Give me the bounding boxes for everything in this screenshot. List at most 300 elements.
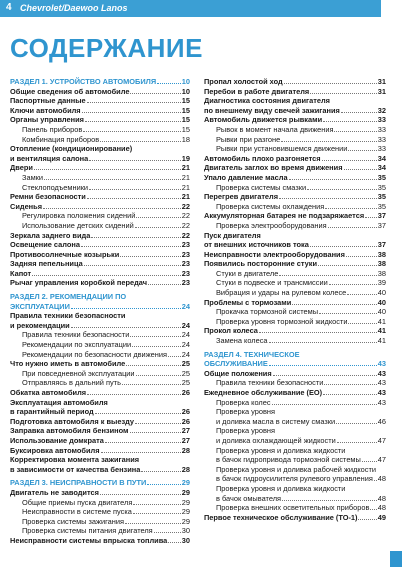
toc-page-number: 19: [181, 153, 190, 163]
toc-subentry[interactable]: [10, 125, 190, 135]
dot-leader: [87, 102, 181, 103]
toc-entry-label: Стуки в двигателе: [216, 268, 279, 278]
dot-leader: [346, 256, 377, 257]
toc-subentry[interactable]: [204, 307, 386, 317]
toc-entry[interactable]: [10, 163, 190, 173]
toc-entry-label: Проверка внешних осветительных приборов: [216, 503, 370, 513]
toc-entry-line: Диагностика состояния двигателя: [204, 96, 330, 106]
toc-entry[interactable]: [10, 536, 190, 546]
toc-entry-label: и доливка охлаждающей жидкости: [216, 435, 336, 445]
toc-subentry[interactable]: [204, 183, 386, 193]
toc-entry-label: и рекомендации: [10, 320, 70, 330]
dot-leader: [324, 384, 376, 385]
toc-entry-label: Пропал холостой ход: [204, 77, 283, 86]
dot-leader: [322, 160, 377, 161]
toc-entry-label: Заправка автомобиля бензином: [10, 426, 129, 436]
toc-subentry[interactable]: [204, 269, 386, 279]
toc-subentry[interactable]: [10, 183, 190, 193]
toc-page-number: 37: [377, 211, 386, 221]
dot-leader: [148, 284, 181, 285]
toc-section-heading[interactable]: [204, 350, 386, 369]
toc-entry-label: в бачок омывателя: [216, 493, 282, 503]
dot-leader: [289, 179, 377, 180]
toc-subentry[interactable]: [204, 221, 386, 231]
toc-page-number: 40: [377, 307, 386, 317]
toc-entry-label: Противосолнечные козырьки: [10, 249, 120, 259]
toc-entry-label: Обкатка автомобиля: [10, 388, 87, 397]
dot-leader: [273, 375, 377, 376]
toc-page-number: 23: [181, 240, 190, 250]
dot-leader: [310, 246, 377, 247]
toc-entry-label: Неисправности в системе пуска: [22, 507, 132, 517]
dot-leader: [279, 275, 376, 276]
dot-leader: [358, 519, 376, 520]
toc-page-number: 33: [377, 134, 386, 144]
toc-subentry[interactable]: [204, 465, 386, 484]
toc-entry-label: Проверка системы охлаждения: [216, 201, 325, 211]
dot-leader: [87, 394, 181, 395]
toc-subentry[interactable]: [204, 426, 386, 445]
toc-page-number: 26: [181, 407, 190, 417]
toc-page-number: 46: [377, 416, 386, 426]
dot-leader: [136, 375, 181, 376]
toc-page-number: 24: [181, 301, 190, 311]
toc-entry-label: Стеклоподъемники: [22, 182, 89, 192]
toc-entry-label: Правила техники безопасности: [216, 378, 324, 388]
toc-subentry[interactable]: [204, 125, 386, 135]
toc-subentry[interactable]: [204, 336, 386, 346]
toc-page-number: 30: [181, 535, 190, 545]
dot-leader: [34, 169, 181, 170]
toc-subentry[interactable]: [204, 278, 386, 288]
toc-entry-label: Первое техническое обслуживание (ТО-1): [204, 512, 358, 522]
toc-page-number: 35: [377, 201, 386, 211]
toc-entry-label: Рывки при разгоне: [216, 134, 281, 144]
dot-leader: [83, 131, 180, 132]
toc-entry[interactable]: [204, 326, 386, 336]
toc-page-number: 31: [377, 86, 386, 96]
toc-entry[interactable]: [10, 388, 190, 398]
toc-entry-label: Панель приборов: [22, 124, 83, 134]
toc-entry[interactable]: [10, 106, 190, 116]
toc-page-number: 30: [181, 526, 190, 536]
toc-entry-label: Рычаг управления коробкой передач: [10, 278, 148, 288]
dot-leader: [135, 227, 181, 228]
toc-entry-label: Неисправности системы впрыска топлива: [10, 535, 168, 545]
toc-entry-line: [216, 455, 386, 465]
toc-subentry[interactable]: [10, 221, 190, 231]
toc-entry-line: [216, 436, 386, 446]
dot-leader: [168, 356, 181, 357]
toc-entry[interactable]: [10, 398, 190, 417]
dot-leader: [334, 131, 376, 132]
toc-subentry[interactable]: [10, 517, 190, 527]
toc-page-number: 33: [377, 124, 386, 134]
toc-subentry[interactable]: [204, 317, 386, 327]
dot-leader: [89, 160, 181, 161]
dot-leader: [347, 294, 376, 295]
toc-entry[interactable]: [204, 192, 386, 202]
page-title: СОДЕРЖАНИЕ: [10, 33, 203, 63]
toc-page-number: 29: [181, 478, 190, 488]
toc-entry-label: Проверка уровня тормозной жидкости: [216, 316, 348, 326]
toc-subentry[interactable]: [10, 350, 190, 360]
toc-entry-line: Проверка уровня: [216, 426, 275, 436]
page-edge-tab: [390, 551, 402, 567]
header-tab: [381, 0, 402, 17]
toc-subentry[interactable]: [10, 340, 190, 350]
toc-entry-label: Ключи автомобиля: [10, 105, 81, 115]
toc-entry-label: РАЗДЕЛ 3. НЕИСПРАВНОСТИ В ПУТИ: [10, 478, 147, 488]
toc-page-number: 47: [377, 435, 386, 445]
toc-entry[interactable]: [10, 278, 190, 288]
toc-entry-line: [10, 154, 190, 164]
dot-leader: [130, 93, 180, 94]
toc-page-number: 21: [181, 182, 190, 192]
toc-entry[interactable]: [10, 359, 190, 369]
toc-page-number: 26: [181, 388, 190, 397]
toc-entry-label: Комбинация приборов: [22, 134, 100, 144]
dot-leader: [89, 189, 181, 190]
dot-leader: [259, 332, 377, 333]
toc-page-number: 25: [181, 378, 190, 388]
dot-leader: [348, 150, 376, 151]
dot-leader: [130, 432, 181, 433]
page-header: [0, 0, 402, 17]
dot-leader: [329, 284, 377, 285]
toc-page-number: 15: [181, 105, 190, 115]
dot-leader: [362, 461, 377, 462]
toc-entry-label: Рекомендации по эксплуатации: [22, 340, 132, 350]
dot-leader: [307, 189, 377, 190]
toc-page-number: 35: [377, 172, 386, 182]
toc-entry-line: Проверка уровня и доливка жидкости: [216, 445, 346, 455]
toc-page-number: 25: [181, 368, 190, 378]
toc-entry-label: Ремни безопасности: [10, 192, 86, 202]
page-number: 4: [6, 2, 12, 13]
toc-entry-label: Органы управления: [10, 115, 84, 125]
toc-entry-label: Аккумуляторная батарея не подзаряжается: [204, 211, 365, 221]
toc-page-number: 34: [377, 153, 386, 163]
dot-leader: [269, 365, 377, 366]
toc-entry-label: Рывки при установившемся движении: [216, 144, 348, 154]
toc-page-number: 21: [181, 163, 190, 173]
toc-page-number: 21: [181, 192, 190, 202]
toc-entry[interactable]: [204, 87, 386, 97]
toc-section-heading[interactable]: [10, 478, 190, 488]
toc-entry[interactable]: [204, 163, 386, 173]
toc-page-number: 35: [377, 182, 386, 192]
toc-page-number: 29: [181, 487, 190, 497]
toc-subentry[interactable]: [10, 369, 190, 379]
toc-entry-label: Стуки в подвеске и трансмиссии: [216, 278, 328, 288]
toc-page-number: 25: [181, 359, 190, 369]
toc-entry[interactable]: [10, 311, 190, 330]
dot-leader: [323, 394, 377, 395]
toc-entry[interactable]: [204, 115, 386, 125]
toc-page-number: 15: [181, 124, 190, 134]
toc-entry[interactable]: [204, 173, 386, 183]
toc-entry[interactable]: [10, 87, 190, 97]
toc-entry[interactable]: [10, 269, 190, 279]
toc-entry-line: [10, 407, 190, 417]
dot-leader: [100, 141, 181, 142]
toc-subentry[interactable]: [204, 484, 386, 503]
toc-subentry[interactable]: [10, 526, 190, 536]
toc-page-number: 22: [181, 211, 190, 221]
toc-entry-label: Рывок в момент начала движения: [216, 124, 334, 134]
toc-entry-label: Замки: [22, 172, 44, 182]
toc-subentry[interactable]: [204, 503, 386, 513]
dot-leader: [279, 198, 377, 199]
toc-page-number: 38: [377, 249, 386, 259]
toc-section-heading[interactable]: [10, 292, 190, 311]
book-title: Chevrolet/Daewoo Lanos: [20, 3, 128, 13]
toc-entry-label: Сиденья: [10, 201, 43, 211]
toc-entry-line: РАЗДЕЛ 2. РЕКОМЕНДАЦИИ ПО: [10, 292, 127, 302]
toc-page-number: 38: [377, 259, 386, 269]
toc-subentry[interactable]: [10, 507, 190, 517]
toc-entry[interactable]: [10, 115, 190, 125]
toc-page-number: 33: [377, 115, 386, 125]
toc-subentry[interactable]: [204, 446, 386, 465]
toc-page-number: 21: [181, 172, 190, 182]
toc-subentry[interactable]: [204, 202, 386, 212]
toc-entry-label: Общие положения: [204, 368, 272, 378]
dot-leader: [281, 141, 377, 142]
dot-leader: [71, 327, 181, 328]
toc-entry-line: Правила техники безопасности: [10, 311, 126, 321]
toc-entry-label: Использование домкрата: [10, 435, 104, 445]
toc-entry[interactable]: [204, 369, 386, 379]
toc-entry-label: Зеркала заднего вида: [10, 230, 91, 240]
toc-subentry[interactable]: [10, 330, 190, 340]
toc-page-number: 23: [181, 278, 190, 288]
toc-entry[interactable]: [204, 211, 386, 221]
toc-page-number: 39: [377, 278, 386, 288]
toc-page-number: 22: [181, 201, 190, 211]
toc-entry-label: Проверка системы питания двигателя: [22, 526, 153, 536]
toc-entry-line: [204, 240, 386, 250]
toc-subentry[interactable]: [204, 407, 386, 426]
toc-entry-label: Прокол колеса: [204, 326, 258, 336]
toc-subentry[interactable]: [10, 211, 190, 221]
toc-page-number: 43: [377, 368, 386, 378]
toc-entry[interactable]: [204, 231, 386, 250]
toc-page-number: 48: [377, 503, 386, 513]
toc-page-number: 29: [181, 516, 190, 526]
toc-entry-label: и вентиляция салона: [10, 153, 89, 163]
toc-entry-label: Общие приемы пуска двигателя: [22, 497, 133, 507]
toc-entry-label: Буксировка автомобиля: [10, 445, 100, 455]
toc-entry[interactable]: [204, 250, 386, 260]
dot-leader: [43, 208, 181, 209]
toc-page-number: 22: [181, 230, 190, 240]
toc-entry[interactable]: [10, 417, 190, 427]
toc-page-number: 37: [377, 220, 386, 230]
toc-page-number: 35: [377, 192, 386, 202]
toc-subentry[interactable]: [10, 378, 190, 388]
toc-entry-label: Задняя пепельница: [10, 259, 83, 269]
dot-leader: [85, 121, 181, 122]
toc-entry[interactable]: [204, 388, 386, 398]
toc-entry[interactable]: [204, 77, 386, 87]
toc-page-number: 31: [377, 77, 386, 86]
toc-entry[interactable]: [10, 259, 190, 269]
toc-entry[interactable]: [204, 513, 386, 523]
toc-entry-label: Общие сведения об автомобиле: [10, 86, 130, 96]
toc-entry[interactable]: [10, 436, 190, 446]
toc-entry-label: в гарантийный период: [10, 407, 94, 417]
dot-leader: [348, 323, 376, 324]
toc-page-number: 49: [377, 512, 386, 522]
dot-leader: [101, 452, 181, 453]
toc-entry[interactable]: [204, 96, 386, 115]
toc-entry-label: РАЗДЕЛ 1. УСТРОЙСТВО АВТОМОБИЛЯ: [10, 77, 157, 86]
dot-leader: [133, 504, 180, 505]
toc-entry-line: [204, 359, 386, 369]
toc-page-number: 29: [181, 507, 190, 517]
toc-page-number: 43: [377, 378, 386, 388]
toc-entry[interactable]: [10, 144, 190, 163]
toc-subentry[interactable]: [204, 288, 386, 298]
toc-entry[interactable]: [10, 488, 190, 498]
toc-entry-label: Проверка колес: [216, 397, 271, 407]
dot-leader: [84, 265, 181, 266]
toc-page-number: 43: [377, 397, 386, 407]
dot-leader: [310, 93, 377, 94]
toc-entry-line: [216, 494, 386, 504]
toc-entry-label: Проверка системы смазки: [216, 182, 307, 192]
toc-subentry[interactable]: [204, 144, 386, 154]
toc-subentry[interactable]: [10, 173, 190, 183]
dot-leader: [122, 384, 181, 385]
toc-page-number: 43: [377, 388, 386, 397]
toc-entry[interactable]: [10, 202, 190, 212]
toc-entry[interactable]: [10, 426, 190, 436]
toc-entry-label: ОБСЛУЖИВАНИЕ: [204, 359, 268, 369]
dot-leader: [87, 198, 181, 199]
toc-page-number: 26: [181, 416, 190, 426]
toc-page-number: 24: [181, 340, 190, 350]
toc-entry-label: При повседневной эксплуатации: [22, 368, 135, 378]
dot-leader: [344, 169, 377, 170]
dot-leader: [365, 217, 377, 218]
toc-page-number: 28: [181, 464, 190, 474]
toc-subentry[interactable]: [204, 135, 386, 145]
toc-entry[interactable]: [10, 446, 190, 456]
toc-left-column: [10, 77, 190, 546]
dot-leader: [130, 336, 180, 337]
dot-leader: [82, 112, 181, 113]
toc-page-number: 41: [377, 326, 386, 336]
toc-page-number: 10: [181, 86, 190, 96]
dot-leader: [341, 112, 377, 113]
toc-page-number: 43: [377, 359, 386, 369]
toc-page-number: 23: [181, 259, 190, 269]
toc-entry-line: [204, 106, 386, 116]
toc-entry-label: Подготовка автомобиля к выезду: [10, 416, 135, 426]
toc-entry-line: Проверка уровня и доливка рабочей жидкости: [216, 464, 376, 474]
dot-leader: [282, 500, 377, 501]
dot-leader: [32, 275, 181, 276]
dot-leader: [318, 265, 377, 266]
toc-entry[interactable]: [204, 298, 386, 308]
toc-subentry[interactable]: [10, 135, 190, 145]
toc-subentry[interactable]: [10, 498, 190, 508]
toc-page-number: 24: [181, 330, 190, 340]
toc-entry[interactable]: [10, 96, 190, 106]
toc-entry[interactable]: [10, 240, 190, 250]
toc-entry-label: Автомобиль движется рывками: [204, 115, 323, 125]
toc-entry[interactable]: [204, 154, 386, 164]
toc-page-number: 22: [181, 220, 190, 230]
dot-leader: [370, 509, 376, 510]
dot-leader: [374, 480, 377, 481]
toc-entry-line: РАЗДЕЛ 4. ТЕХНИЧЕСКОЕ: [204, 349, 300, 359]
toc-entry-label: Использование детских сидений: [22, 220, 134, 230]
dot-leader: [168, 542, 180, 543]
toc-page-number: 32: [377, 105, 386, 115]
dot-leader: [44, 179, 181, 180]
toc-page-number: 29: [181, 497, 190, 507]
toc-entry-line: [10, 302, 190, 312]
dot-leader: [157, 83, 181, 84]
toc-page-number: 41: [377, 336, 386, 346]
toc-entry-label: Отправляясь в дальний путь: [22, 378, 121, 388]
dot-leader: [132, 346, 181, 347]
toc-entry-label: Что нужно иметь в автомобиле: [10, 359, 126, 369]
toc-entry-label: Капот: [10, 268, 32, 278]
toc-entry[interactable]: [10, 455, 190, 474]
toc-entry-line: Проверка уровня: [216, 407, 275, 417]
dot-leader: [125, 523, 181, 524]
toc-section-heading[interactable]: [10, 77, 190, 87]
toc-page-number: 34: [377, 163, 386, 173]
toc-entry-line: [10, 465, 190, 475]
toc-entry-label: Проверка системы зажигания: [22, 516, 124, 526]
toc-entry-line: Проверка уровня и доливка жидкости: [216, 483, 346, 493]
dot-leader: [95, 413, 181, 414]
toc-entry[interactable]: [10, 192, 190, 202]
toc-page-number: 41: [377, 316, 386, 326]
dot-leader: [141, 471, 180, 472]
toc-page-number: 10: [181, 77, 190, 86]
toc-page-number: 24: [181, 349, 190, 359]
dot-leader: [325, 208, 377, 209]
toc-page-number: 37: [377, 240, 386, 250]
toc-right-column: [204, 77, 386, 522]
toc-entry[interactable]: [204, 259, 386, 269]
toc-entry[interactable]: [10, 231, 190, 241]
toc-entry-label: Рекомендации по безопасности движения: [22, 349, 167, 359]
dot-leader: [105, 442, 181, 443]
toc-entry[interactable]: [10, 250, 190, 260]
toc-entry-label: Появились посторонние стуки: [204, 259, 318, 269]
toc-page-number: 28: [181, 445, 190, 455]
toc-entry-line: [10, 321, 190, 331]
toc-entry-label: Двери: [10, 163, 33, 173]
toc-page-number: 33: [377, 144, 386, 154]
toc-subentry[interactable]: [204, 378, 386, 388]
toc-entry-line: Отопление (кондиционирование): [10, 144, 133, 154]
toc-entry-label: Освещение салона: [10, 240, 80, 250]
toc-entry-label: Двигатель не заводится: [10, 487, 99, 497]
dot-leader: [136, 217, 180, 218]
toc-subentry[interactable]: [204, 398, 386, 408]
dot-leader: [272, 404, 377, 405]
toc-entry-label: Ежедневное обслуживание (ЕО): [204, 388, 323, 397]
